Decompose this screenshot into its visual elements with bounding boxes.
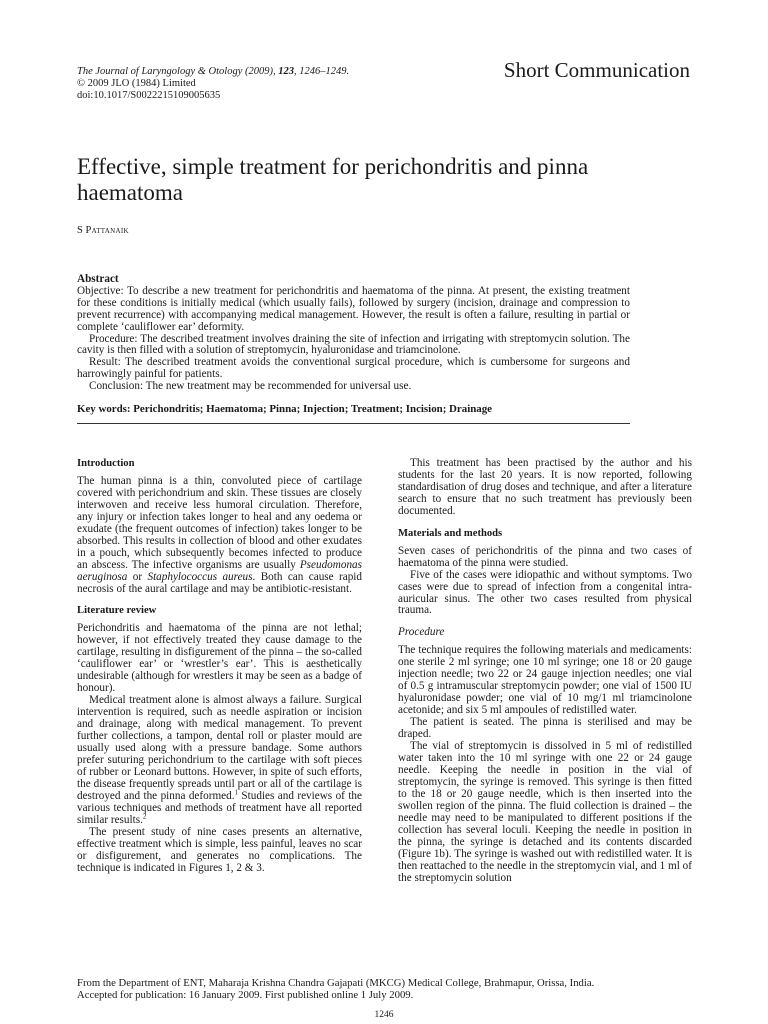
journal-volume: 123	[278, 66, 294, 77]
author-surname: Pattanaik	[85, 225, 129, 236]
abstract-procedure: Procedure: The described treatment involves draining the site of infection and irrigating with streptomycin solution. The cavity is then filled with a solution of streptomycin, hyaluronidase and triamcinolone.	[77, 332, 630, 357]
lit-text-a: Medical treatment alone is almost always a failure. Surgical intervention is required, such as needle aspiration or incision and drainage, along with medical management. To prevent further collections, a tampon, dental roll or plaster mould are usually used along with a pressure bandage. Some authors prefer suturing perichondrium to the cartilage with soft pieces of rubber or Leonard buttons. However, in spite of such efforts, the disease frequently spreads until part or all of the cartilage is destroyed and the pinna deformed.	[77, 694, 362, 802]
page-number: 1246	[374, 1010, 394, 1020]
copyright-line: © 2009 JLO (1984) Limited	[77, 78, 196, 89]
reference-2: 2	[142, 811, 147, 820]
organism-pseudomonas: Pseudomonas aeruginosa	[77, 558, 362, 583]
lit-text-b: Studies and reviews of the various techniques and methods of treatment have all reported similar results.	[77, 789, 362, 826]
materials-paragraph-1: Seven cases of perichondritis of the pinna and two cases of haematoma of the pinna were studied.	[398, 544, 692, 569]
abstract-objective: Objective: To describe a new treatment for perichondritis and haematoma of the pinna. At present, the existing treatment for these conditions is initially medical (which usually fails), followed by surgery (incision, drainage and compression to prevent recurrence) with accompanying medical management. However, the result is often a failure, resulting in partial or complete ‘cauliflower ear’ deformity.	[77, 284, 630, 333]
introduction-heading: Introduction	[77, 458, 135, 469]
procedure-paragraph-1: The technique requires the following materials and medicaments: one sterile 2 ml syringe; one 10 ml syringe; one 18 or 20 gauge injection needle; two 22 or 24 gauge injection needles; one vial of 0.5 g intramuscular streptomycin powder; one vial of 1500 IU hyaluronidase powder; one vial of 10 mg/1 ml triamcinolone acetonide; and six 5 ml ampoules of redistilled water.	[398, 644, 692, 717]
procedure-paragraph-2: The patient is seated. The pinna is sterilised and may be draped.	[398, 716, 692, 741]
left-column	[77, 458, 362, 874]
materials-paragraph-2: Five of the cases were idiopathic and without symptoms. Two cases were due to spread of infection from a congenital intra-auricular sinus. The other two cases resulted from physical trauma.	[398, 568, 692, 617]
right-column	[398, 458, 692, 884]
organism-staphylococcus: Staphylococcus aureus	[147, 570, 253, 583]
literature-paragraph-3: The present study of nine cases presents an alternative, effective treatment which is simple, less painful, leaves no scar or disfigurement, and generates no complications. The technique is indicated in Figures 1, 2 & 3.	[77, 825, 362, 874]
intro-text-a: The human pinna is a thin, convoluted piece of cartilage covered with perichondrium and skin. These tissues are closely interwoven and receive less humoral circulation. Therefore, any injury or infection takes longer to heal and any oedema or exudate (the frequent outcomes of infection) takes longer to be absorbed. This results in collection of blood and other exudates in a pouch, which subsequently becomes infected to produce an abscess. The infective organisms are usually	[77, 474, 362, 571]
procedure-heading: Procedure	[398, 626, 445, 639]
introduction-paragraph	[77, 476, 362, 596]
practice-paragraph: This treatment has been practised by the author and his students for the last 20 years. It is now reported, following standardisation of drug doses and technique, and after a literature search to ensure that no such treatment has previously been documented.	[398, 457, 692, 517]
materials-methods-heading: Materials and methods	[398, 527, 503, 539]
journal-pages: , 1246–1249.	[293, 66, 350, 77]
author-name	[77, 225, 129, 236]
abstract-conclusion: Conclusion: The new treatment may be recommended for universal use.	[89, 380, 412, 393]
intro-text-c: . Both can cause rapid necrosis of the aural cartilage and may be antibiotic-resistant.	[77, 570, 362, 595]
abstract-result: Result: The described treatment avoids the conventional surgical procedure, which is cumbersome for surgeons and harrowingly painful for patients.	[77, 356, 630, 381]
section-type-label: Short Communication	[503, 58, 690, 82]
author-initial: S	[77, 225, 86, 236]
doi-line: doi:10.1017/S0022215109005635	[77, 90, 221, 101]
journal-citation	[77, 66, 349, 102]
literature-paragraph-2	[77, 695, 362, 826]
abstract-block	[77, 274, 630, 393]
keywords-line: Key words: Perichondritis; Haematoma; Pinna; Injection; Treatment; Incision; Drainage	[77, 403, 493, 415]
affiliation-line: From the Department of ENT, Maharaja Krishna Chandra Gajapati (MKCG) Medical College, Brahmapur, Orissa, India.	[77, 977, 595, 989]
literature-paragraph-1: Perichondritis and haematoma of the pinna are not lethal; however, if not effectively treated they cause damage to the cartilage, resulting in disfigurement of the pinna – the so-called ‘cauliflower ear’ or ‘wrestler’s ear’. This is aesthetically undesirable (although for wrestlers it may be seen as a badge of honour).	[77, 622, 362, 695]
footer-notes	[77, 977, 697, 1001]
journal-name: The Journal of Laryngology & Otology (2009),	[77, 66, 279, 77]
procedure-paragraph-3: The vial of streptomycin is dissolved in 5 ml of redistilled water taken into the 10 ml syringe with one 22 or 24 gauge needle. Keeping the needle in position in the vial of streptomycin, the syringe is removed. This syringe is then fitted to the 18 or 20 gauge needle, which is then inserted into the swollen region of the pinna. The fluid collection is drained – the needle may need to be manipulated to different positions if the collection has several loculi. Keeping the needle in position in the pinna, the syringe is detached and its contents discarded (Figure 1b). The syringe is washed out with redistilled water. It is then reattached to the needle in the streptomycin vial, and 1 ml of the streptomycin solution	[398, 740, 692, 884]
abstract-heading: Abstract	[77, 273, 119, 285]
literature-review-heading: Literature review	[77, 605, 157, 617]
intro-text-b: or	[127, 570, 148, 583]
section-divider	[77, 423, 630, 424]
reference-1: 1	[234, 788, 239, 797]
article-title: Effective, simple treatment for perichondritis and pinna haematoma	[77, 154, 589, 205]
publication-dates: Accepted for publication: 16 January 2009. First published online 1 July 2009.	[77, 989, 414, 1001]
